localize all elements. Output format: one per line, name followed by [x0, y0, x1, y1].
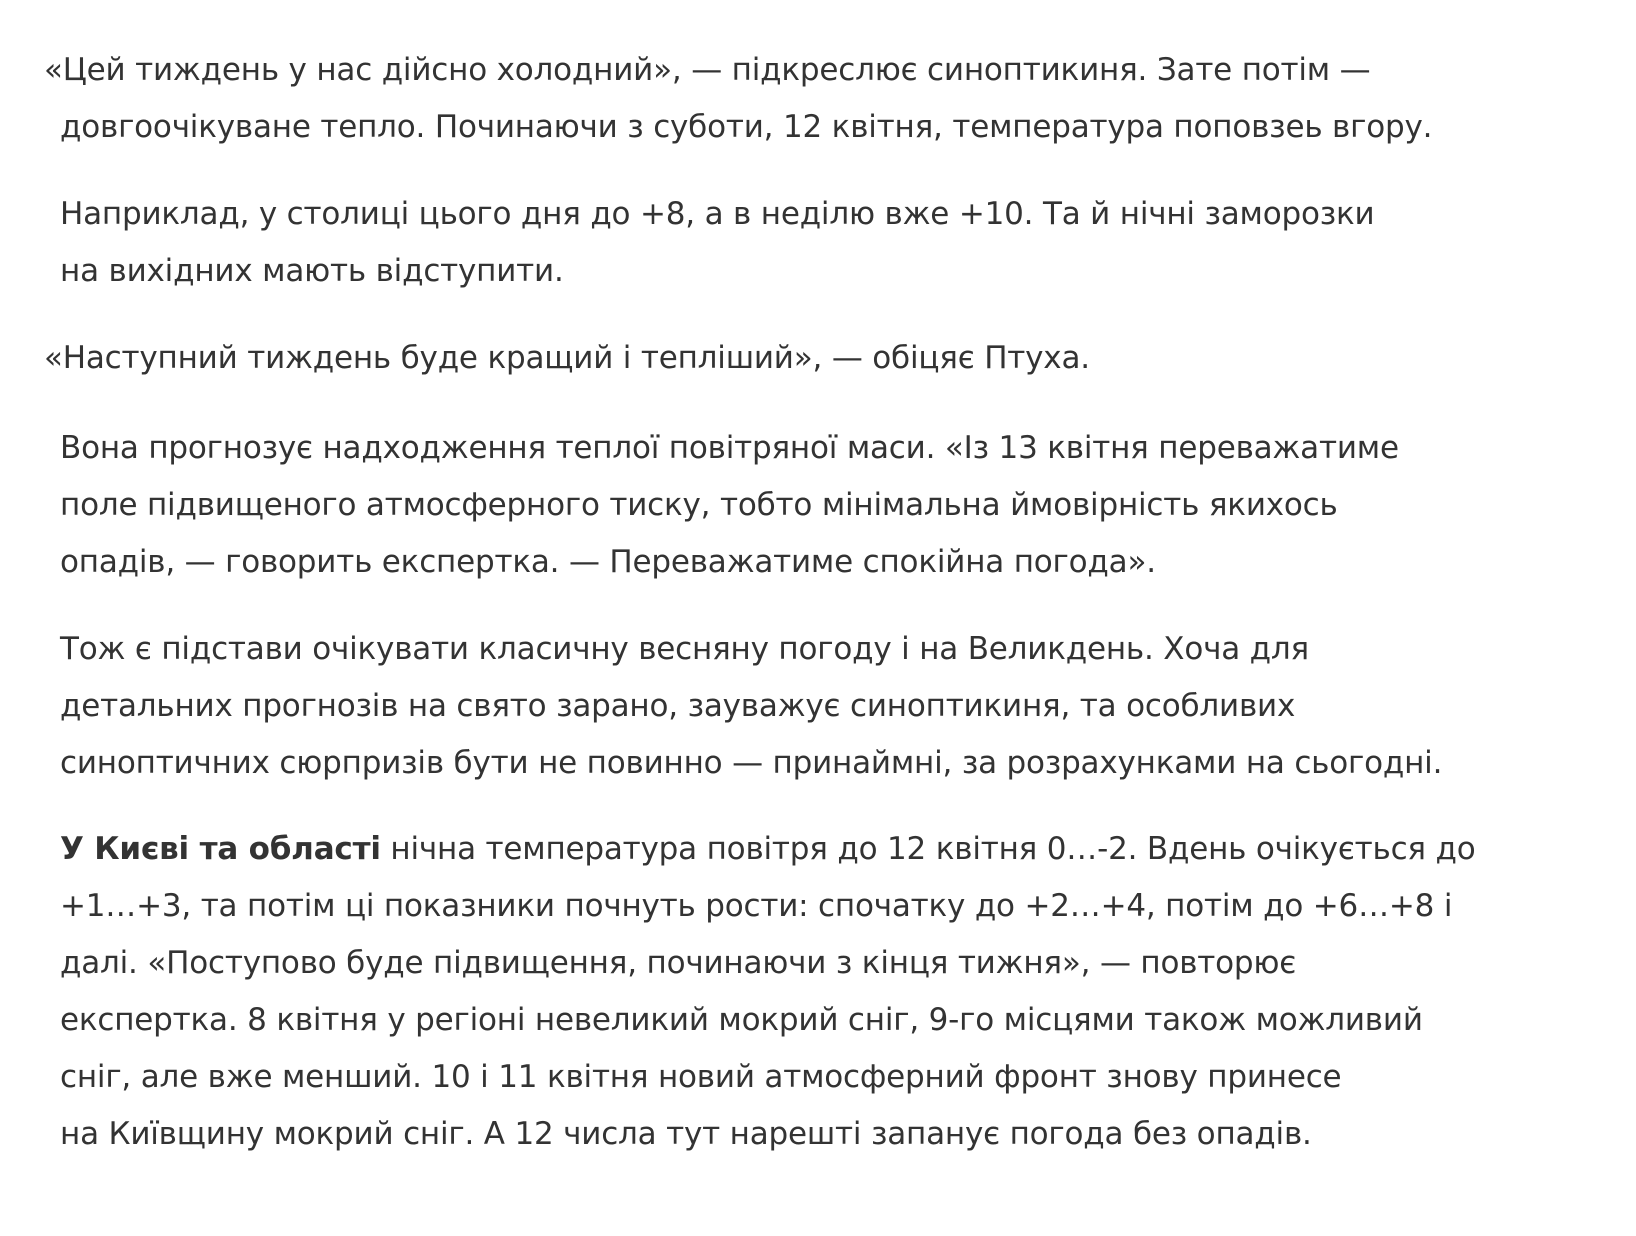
paragraph-line: «Цей тиждень у нас дійсно холодний», — підкреслює синоптикиня. Зате потім —: [44, 52, 1371, 88]
paragraph-line: Тож є підстави очікувати класичну весняну погоду і на Великдень. Хоча для: [60, 631, 1309, 667]
paragraph-line: на вихідних мають відступити.: [60, 253, 564, 289]
paragraph-line: «Наступний тиждень буде кращий і тепліший», — обіцяє Птуха.: [44, 340, 1090, 376]
paragraph-line: +1…+3, та потім ці показники почнуть рости: спочатку до +2…+4, потім до +6…+8 і: [60, 888, 1453, 924]
paragraph-line: експертка. 8 квітня у регіоні невеликий мокрий сніг, 9-го місцями також можливий: [60, 1002, 1423, 1038]
paragraph-line: далі. «Поступово буде підвищення, починаючи з кінця тижня», — повторює: [60, 945, 1297, 981]
paragraph-warm-air-mass: [60, 420, 1620, 591]
paragraph-easter-weather: [60, 621, 1620, 792]
paragraph-line: довгоочікуване тепло. Починаючи з суботи, 12 квітня, температура поповзеь вгору.: [60, 109, 1433, 145]
paragraph-line: Вона прогнозує надходження теплої повітряної маси. «Із 13 квітня переважатиме: [60, 430, 1399, 466]
paragraph-capital-forecast: [60, 186, 1620, 300]
paragraph-line-rest: нічна температура повітря до 12 квітня 0…-2. Вдень очікується до: [380, 831, 1476, 867]
region-lead-bold: У Києві та області: [60, 831, 381, 867]
paragraph-line: [60, 821, 1620, 878]
paragraph-quote-next-week: [44, 330, 1604, 387]
paragraph-line: на Київщину мокрий сніг. А 12 числа тут нарешті запанує погода без опадів.: [60, 1116, 1312, 1152]
paragraph-line: Наприклад, у столиці цього дня до +8, а в неділю вже +10. Та й нічні заморозки: [60, 196, 1375, 232]
paragraph-line: поле підвищеного атмосферного тиску, тобто мінімальна ймовірність якихось: [60, 487, 1338, 523]
paragraph-quote-cold-week: [44, 42, 1604, 156]
paragraph-line: детальних прогнозів на свято зарано, зауважує синоптикиня, та особливих: [60, 688, 1296, 724]
paragraph-line: синоптичних сюрпризів бути не повинно — принаймні, за розрахунками на сьогодні.: [60, 745, 1443, 781]
paragraph-line: сніг, але вже менший. 10 і 11 квітня новий атмосферний фронт знову принесе: [60, 1059, 1342, 1095]
paragraph-line: опадів, — говорить експертка. — Переважатиме спокійна погода».: [60, 544, 1156, 580]
paragraph-kyiv-region: [60, 821, 1620, 1163]
